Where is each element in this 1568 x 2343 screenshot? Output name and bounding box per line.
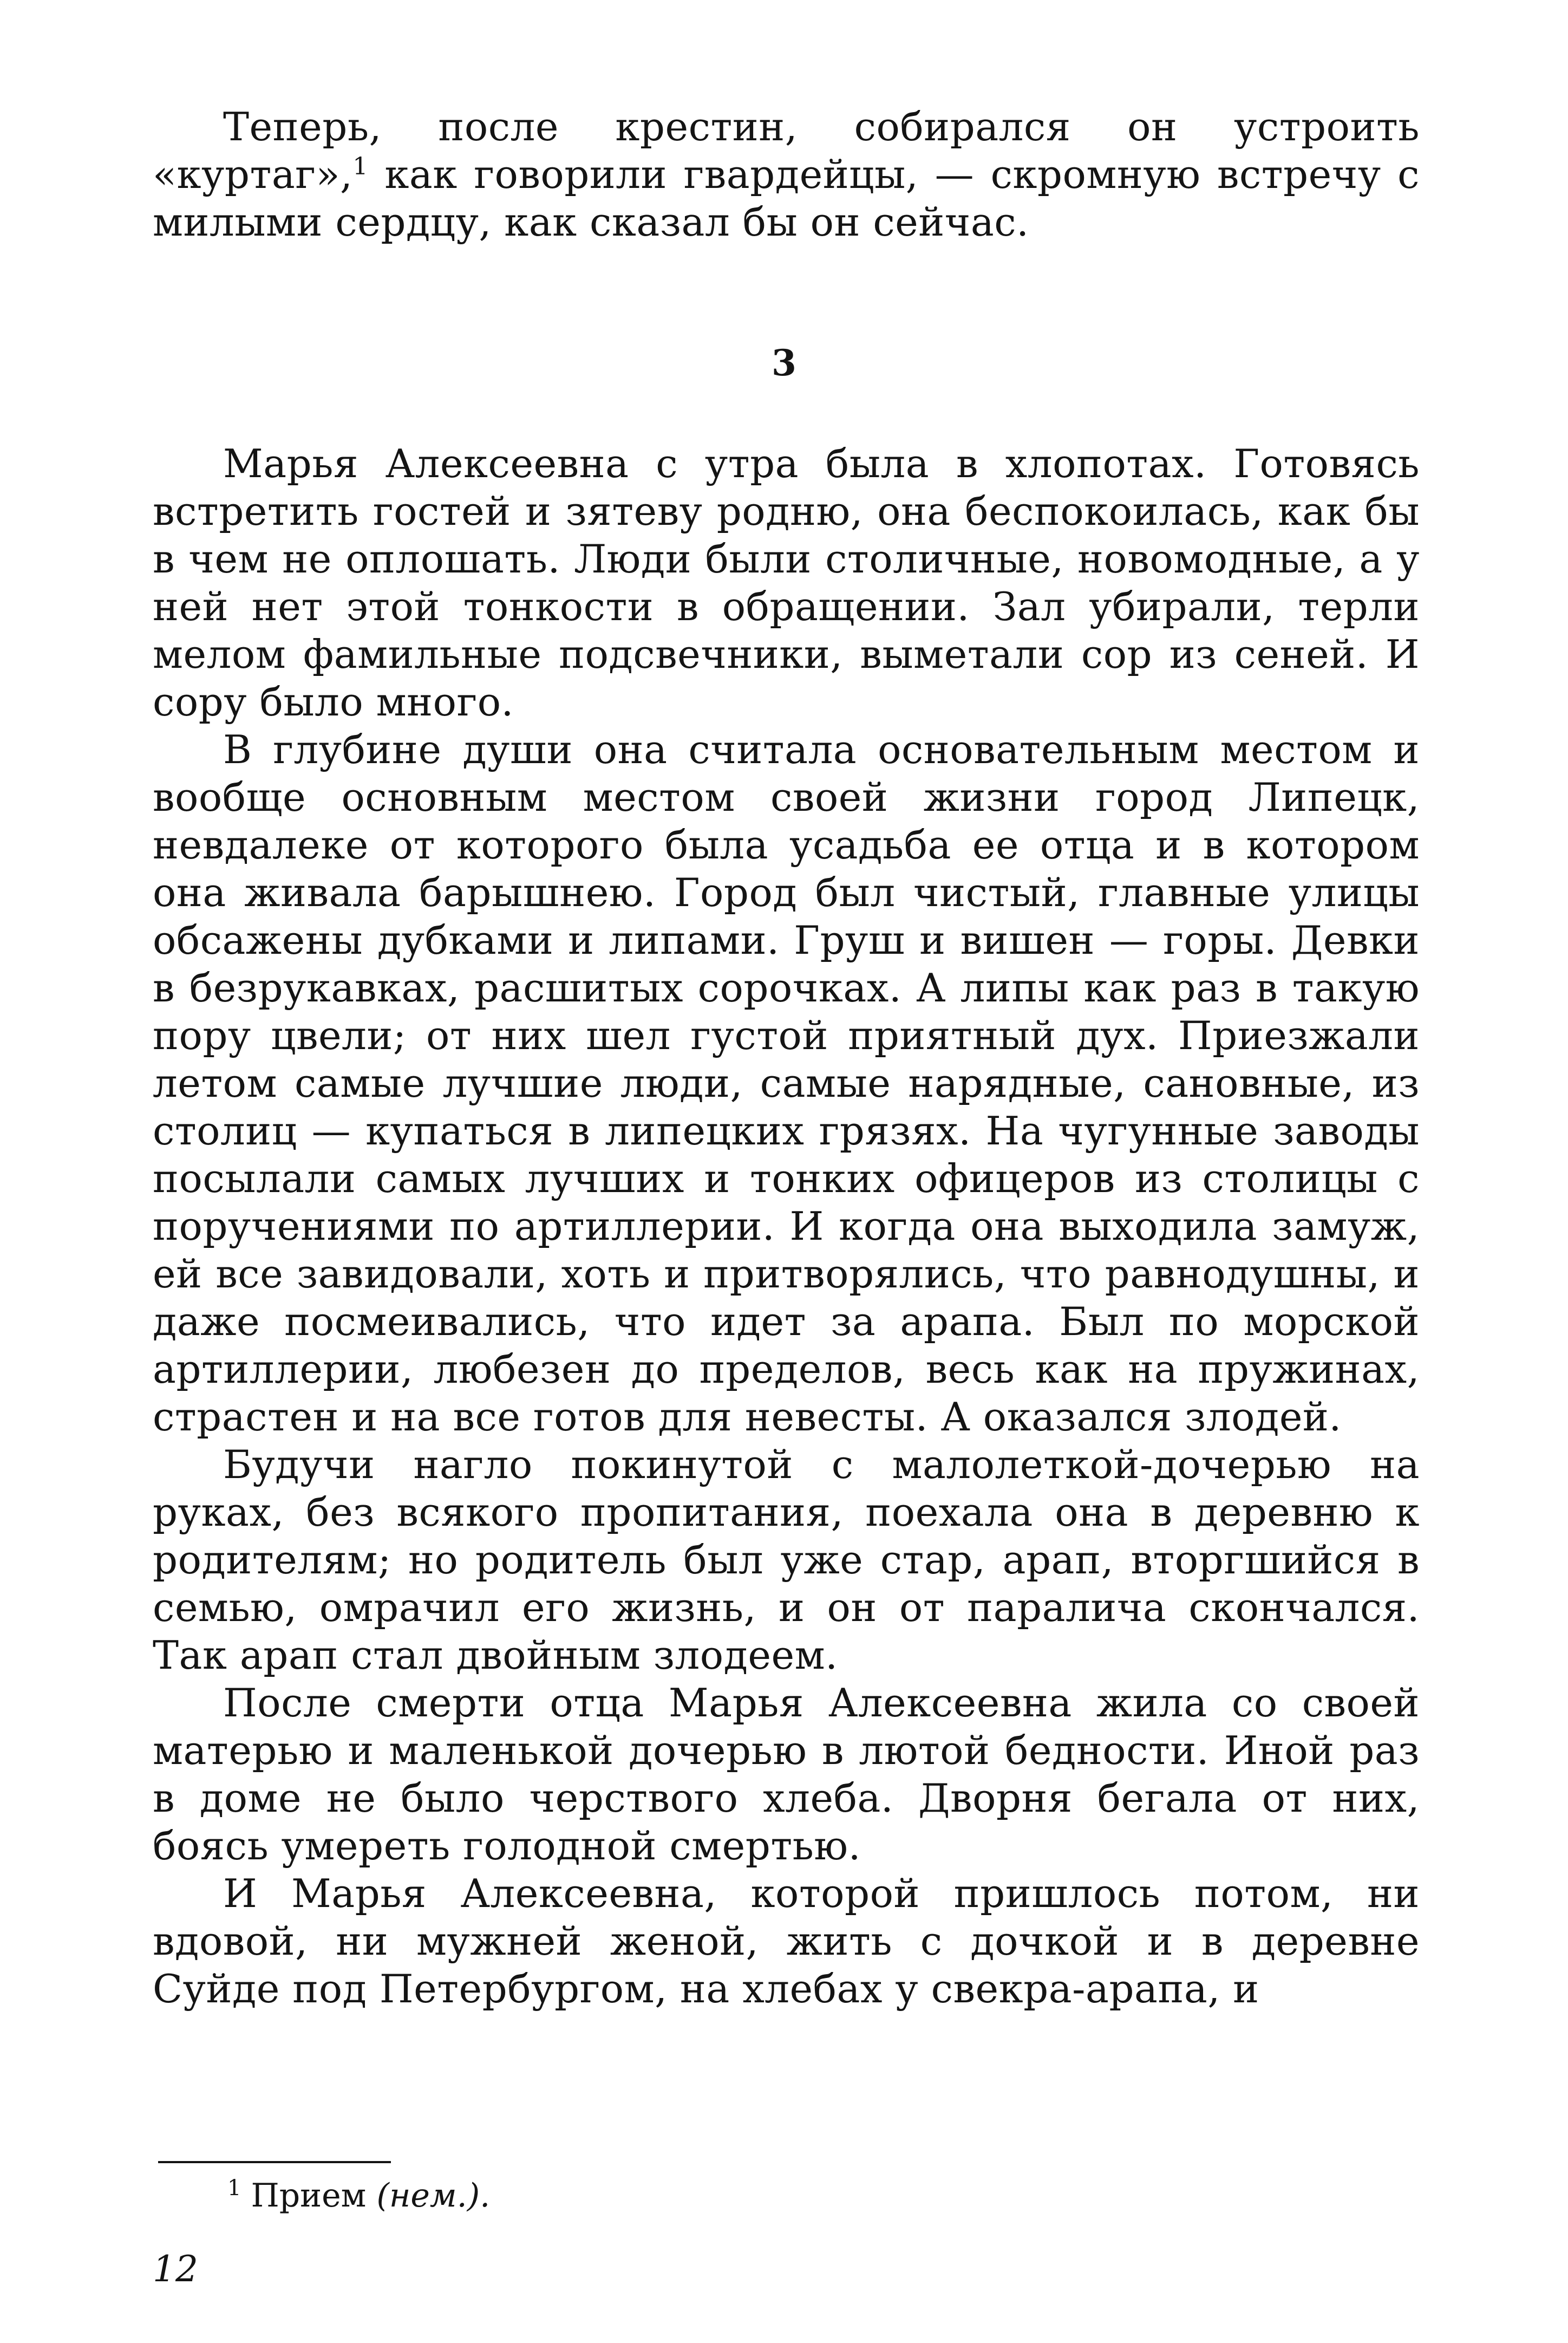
footnote-language-note: (нем.). xyxy=(376,2177,491,2215)
chapter-body xyxy=(153,440,1420,2013)
paragraph: После смерти отца Марья Алексеевна жила со своей матерью и маленькой дочерью в лютой бедности. Иной раз в доме не было черствого хлеба. Дворня бегала от них, боясь умереть голодной смертью. xyxy=(153,1680,1420,1869)
footnote-divider xyxy=(158,2161,391,2163)
footnote-reference-mark: 1 xyxy=(352,153,368,180)
section-number: 3 xyxy=(772,342,796,384)
paragraph: В глубине души она считала основательным местом и вообще основным местом своей жизни город Липецк, невдалеке от которого была усадьба ее отца и в котором она живала барышнею. Город был чистый, главные улицы обсажены дубками и липами. Груш и вишен — горы. Девки в безрукавках, расшитых сорочках. А липы как раз в такую пору цвели; от них шел густой приятный дух. Приезжали летом самые лучшие люди, самые нарядные, сановные, из столиц — купаться в липецких грязях. На чугунные заводы посылали самых лучших и тонких офицеров из столицы с поручениями по артиллерии. И когда она выходила замуж, ей все завидовали, хоть и притворялись, что равнодушны, и даже посмеивались, что идет за арапа. Был по морской артиллерии, любезен до пределов, весь как на пружинах, страстен и на все готов для невесты. А оказался злодей. xyxy=(153,727,1420,1440)
intro-paragraph-block xyxy=(153,103,1420,246)
footnote xyxy=(227,2176,490,2215)
paragraph: И Марья Алексеевна, которой пришлось потом, ни вдовой, ни мужней женой, жить с дочкой и в деревне Суйде под Петербургом, на хлебах у свекра-арапа, и xyxy=(153,1871,1420,2012)
intro-paragraph xyxy=(153,103,1420,246)
paragraph: Марья Алексеевна с утра была в хлопотах. Готовясь встретить гостей и зятеву родню, она беспокоилась, как бы в чем не оплошать. Люди были столичные, новомодные, а у ней нет этой тонкости в обращении. Зал убирали, терли мелом фамильные подсвечники, выметали сор из сеней. И сору было много. xyxy=(153,441,1420,725)
footnote-text: Прием xyxy=(251,2177,367,2215)
intro-text-before-note: Теперь, после крестин, собирался он устроить «куртаг», xyxy=(153,104,1420,197)
page-number: 12 xyxy=(153,2248,198,2290)
intro-text-after-note: как говорили гвардейцы, — скромную встречу с милыми сердцу, как сказал бы он сейчас. xyxy=(153,152,1420,245)
footnote-mark: 1 xyxy=(227,2176,241,2201)
paragraph: Будучи нагло покинутой с малолеткой-дочерью на руках, без всякого пропитания, поехала она в деревню к родителям; но родитель был уже стар, арап, вторгшийся в семью, омрачил его жизнь, и он от паралича скончался. Так арап стал двойным злодеем. xyxy=(153,1442,1420,1678)
